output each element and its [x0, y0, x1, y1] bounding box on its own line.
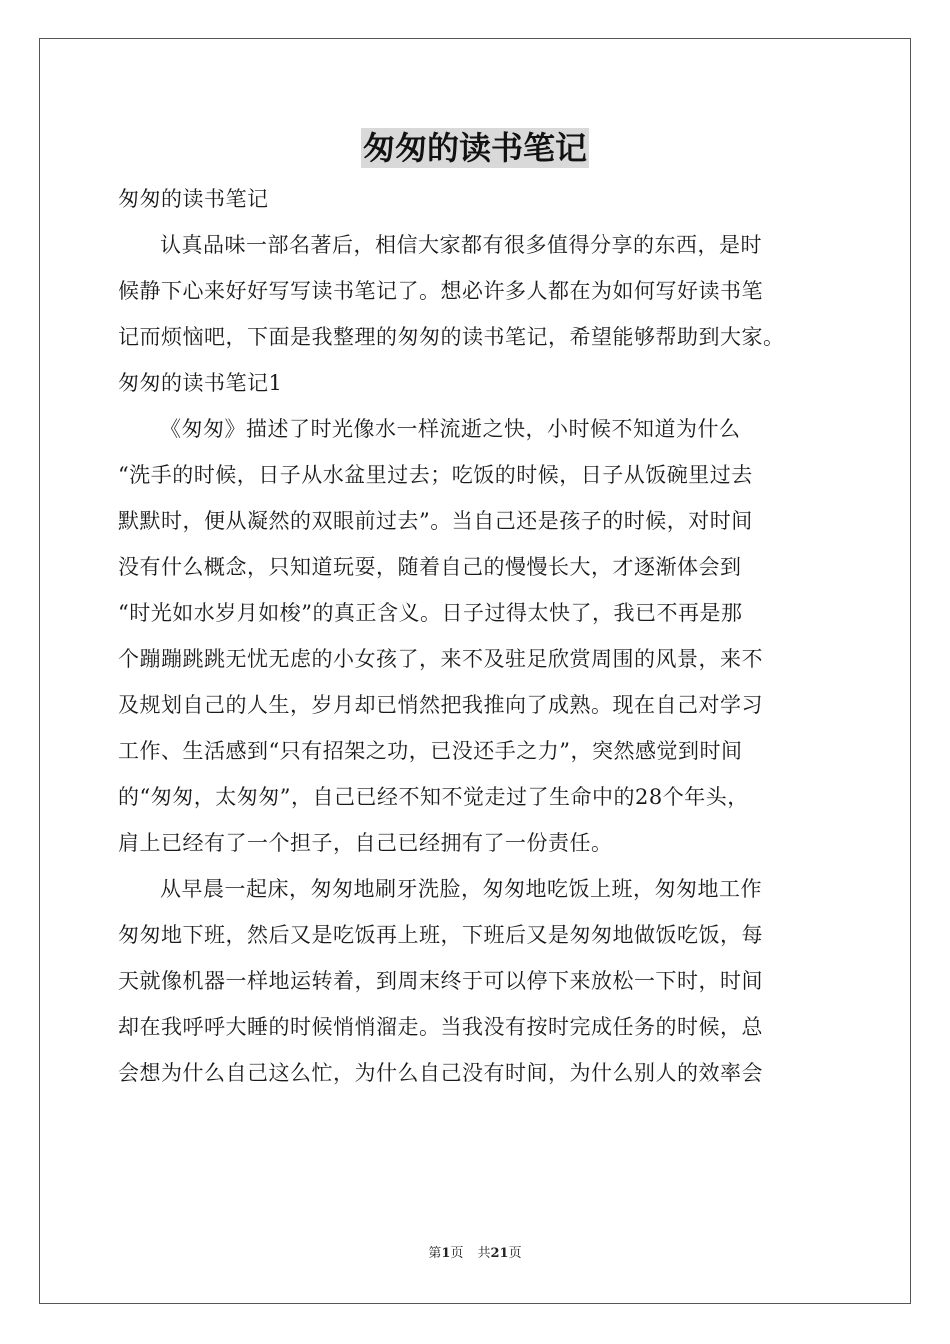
text-line: 默默时，便从凝然的双眼前过去”。当自己还是孩子的时候，对时间: [118, 509, 753, 533]
text-line: 肩上已经有了一个担子，自己已经拥有了一份责任。: [118, 831, 613, 855]
text-line: 匆匆的读书笔记1: [118, 371, 283, 395]
text-line: 工作、生活感到“只有招架之功，已没还手之力”，突然感觉到时间: [118, 739, 743, 763]
text-line: 《匆匆》描述了时光像水一样流逝之快，小时候不知道为什么: [160, 417, 741, 441]
document-title: 匆匆的读书笔记: [362, 129, 587, 167]
text-line: 从早晨一起床，匆匆地刷牙洗脸，匆匆地吃饭上班，匆匆地工作: [160, 877, 762, 901]
text-line: “时光如水岁月如梭”的真正含义。日子过得太快了，我已不再是那: [118, 601, 743, 625]
title-area: [0, 128, 950, 168]
text-line: 天就像机器一样地运转着，到周末终于可以停下来放松一下时，时间: [118, 969, 763, 993]
total-prefix: 共: [477, 1246, 491, 1261]
total-page-count: 21: [490, 1246, 509, 1261]
document-body: [118, 176, 838, 1096]
text-line: 个蹦蹦跳跳无忧无虑的小女孩了，来不及驻足欣赏周围的风景，来不: [118, 647, 763, 671]
text-line: 及规划自己的人生，岁月却已悄然把我推向了成熟。现在自己对学习: [118, 693, 763, 717]
text-line: 匆匆的读书笔记: [118, 187, 269, 211]
text-line: “洗手的时候，日子从水盆里过去；吃饭的时候，日子从饭碗里过去: [118, 463, 753, 487]
page-footer: [0, 1244, 950, 1264]
text-line: 的“匆匆，太匆匆”，自己已经不知不觉走过了生命中的28个年头，: [118, 785, 749, 809]
current-page-number: 1: [441, 1246, 451, 1261]
text-line: 会想为什么自己这么忙，为什么自己没有时间，为什么别人的效率会: [118, 1061, 763, 1085]
text-line: 记而烦恼吧，下面是我整理的匆匆的读书笔记，希望能够帮助到大家。: [118, 325, 785, 349]
page-prefix: 第: [428, 1246, 442, 1261]
text-line: 没有什么概念，只知道玩耍，随着自己的慢慢长大，才逐渐体会到: [118, 555, 742, 579]
page-suffix: 页: [450, 1246, 464, 1261]
text-line: 认真品味一部名著后，相信大家都有很多值得分享的东西，是时: [160, 233, 762, 257]
text-line: 却在我呼呼大睡的时候悄悄溜走。当我没有按时完成任务的时候，总: [118, 1015, 763, 1039]
text-line: 匆匆地下班，然后又是吃饭再上班，下班后又是匆匆地做饭吃饭，每: [118, 923, 763, 947]
text-line: 候静下心来好好写写读书笔记了。想必许多人都在为如何写好读书笔: [118, 279, 763, 303]
total-suffix: 页: [508, 1246, 522, 1261]
